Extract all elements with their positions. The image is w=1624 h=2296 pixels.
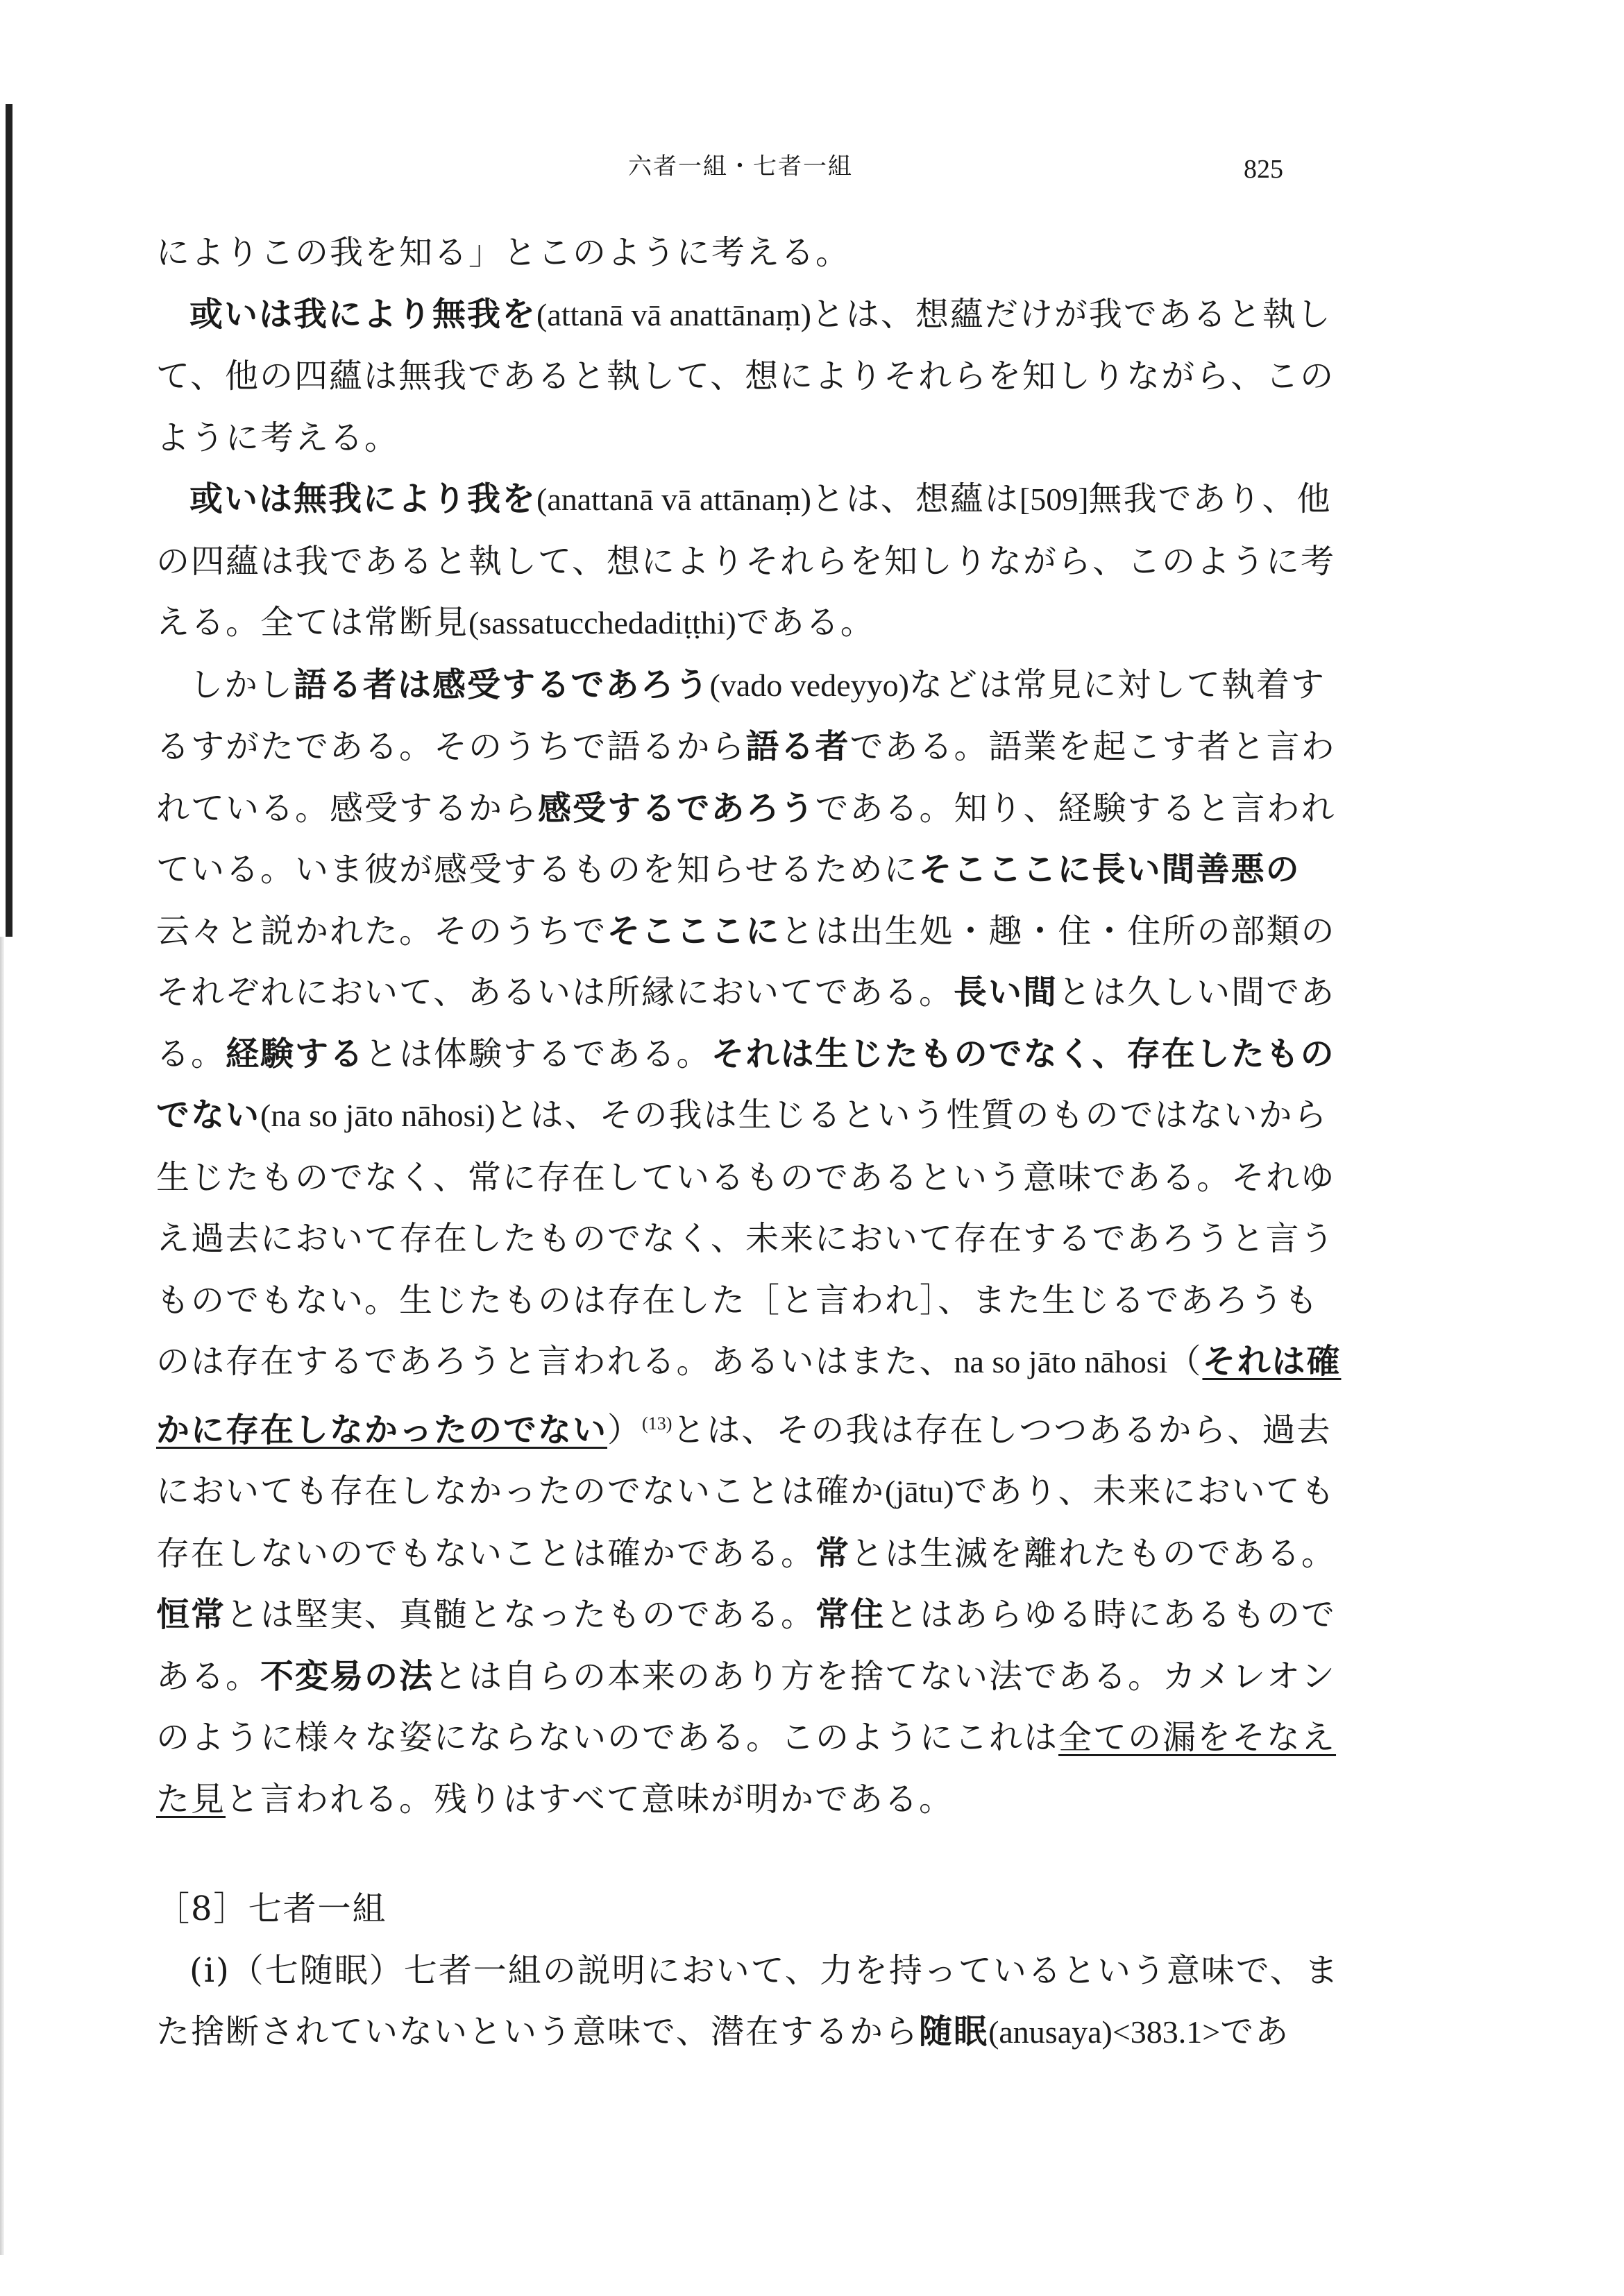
pali-term: (anusaya)<383.1> <box>988 2014 1221 2050</box>
text-run: である。知り、経験すると言われている。いま彼が感受するものを知らせるために <box>156 788 1336 889</box>
bold-term: 或いは我により無我を <box>189 294 537 334</box>
bold-term: それは生じたものでなく、存在したものでない <box>156 1034 1335 1134</box>
text-run: とはあらゆる時にあるものである。 <box>156 1595 1337 1696</box>
text-run: とは久しい間である。 <box>156 973 1336 1073</box>
paragraph <box>156 222 1350 284</box>
text-run: である。語業を起こす者と言われている。感受するから <box>156 727 1336 828</box>
text-run: しかし <box>189 665 294 704</box>
text-run: と言われる。残りはすべて意味が明かである。 <box>226 1779 954 1819</box>
bold-term: 感受するであろう <box>538 788 815 828</box>
bold-term: 随眠 <box>919 2012 989 2051</box>
bold-underlined-term: それは確かに存在しなかったのでない <box>156 1342 1342 1449</box>
bold-term: 常住 <box>815 1595 886 1634</box>
pali-term: na so jāto nāhosi <box>954 1344 1168 1379</box>
bold-term: そこここに長い間善悪の <box>918 850 1301 889</box>
paragraph <box>156 654 1350 1830</box>
page-reference: [509] <box>1019 482 1089 517</box>
text-run: (i)（七随眠）七者一組の説明において、力を持っているという意味で、また捨断されていないという意味で、潜在するから <box>156 1950 1339 2051</box>
bold-term: 常 <box>815 1533 851 1573</box>
text-run: とは、想蘊だけが我であると執して、他の四蘊は無我であると執して、想によりそれらを知しりながら、このように考える。 <box>156 294 1335 457</box>
text-run: とは生滅を離れたものである。 <box>850 1533 1337 1573</box>
text-run: （ <box>1167 1342 1203 1381</box>
page-number: 825 <box>1244 155 1283 184</box>
bold-term: 長い間 <box>954 973 1058 1012</box>
paragraph <box>156 468 1350 654</box>
scan-shadow-lower <box>0 937 4 2255</box>
section-heading: ［8］七者一組 <box>156 1889 387 1928</box>
pali-term: (vado vedeyyo) <box>709 667 909 703</box>
bold-term: 語る者は感受するであろう <box>294 665 710 704</box>
page-header <box>0 144 1624 186</box>
pali-term: (anattanā vā attānaṃ) <box>536 482 811 517</box>
bold-term: 不変易の法 <box>260 1656 434 1696</box>
text-run: であ <box>1220 2012 1290 2051</box>
paragraph <box>156 1940 1350 2064</box>
text-run: 云々と説かれた。そのうちで <box>156 911 607 951</box>
paragraph <box>156 284 1350 469</box>
page-body <box>156 222 1350 2064</box>
pali-term: (attanā vā anattānaṃ) <box>536 296 811 332</box>
text-run: とは、想蘊は <box>811 479 1020 518</box>
bold-term: 経験する <box>226 1034 365 1073</box>
underlined-term: 全ての漏をそなえた見 <box>156 1718 1337 1819</box>
text-run: とは体験するである。 <box>364 1034 711 1073</box>
bold-term: 恒常 <box>156 1595 226 1634</box>
bold-term: 語る者 <box>745 727 850 766</box>
text-run: とは出生処・趣・住・住所の部類のそれぞれにおいて、あるいは所縁においてである。 <box>156 911 1336 1012</box>
text-run: ） <box>607 1410 643 1449</box>
text-run: とは、その我は存在しつつあるから、過去においても存在しなかったのでないことは確か <box>156 1410 1332 1511</box>
pali-term: (sassatucchedadiṭṭhi) <box>468 605 736 640</box>
text-run: などは常見に対して執着するすがたである。そのうちで語るから <box>156 665 1326 766</box>
pali-term: (jātu) <box>885 1474 954 1509</box>
text-run: とは堅実、真髄となったものである。 <box>226 1595 816 1634</box>
footnote-marker: (13) <box>642 1413 673 1434</box>
text-run: である。 <box>736 603 875 642</box>
text-run: とは自らの本来のあり方を捨てない法である。カメレオンのように様々な姿にならないのである。このようにこれは <box>156 1656 1337 1757</box>
section-gap <box>156 1830 1350 1878</box>
scan-shadow <box>6 104 12 937</box>
running-title: 六者一組・七者一組 <box>628 153 853 180</box>
text-run: とは、その我は生じるという性質のものではないから生じたものでなく、常に存在しているものであるという意味である。それゆえ過去において存在したものでなく、未来において存在するであろうと言うものでもない。生じたものは存在した［と言われ］、また生じるであろうものは存在するであろうと言われる。あるいはまた、 <box>156 1096 1336 1381</box>
bold-term: 或いは無我により我を <box>189 479 537 518</box>
bold-term: そこここに <box>607 911 781 951</box>
text-run: であり、未来においても存在しないのでもないことは確かである。 <box>156 1472 1336 1573</box>
pali-term: (na so jāto nāhosi) <box>260 1098 496 1133</box>
text-run: 無我であり、他の四蘊は我であると執して、想によりそれらを知しりながら、このように考える。全ては常断見 <box>156 479 1336 642</box>
text-run: によりこの我を知る」とこのように考える。 <box>156 233 851 272</box>
